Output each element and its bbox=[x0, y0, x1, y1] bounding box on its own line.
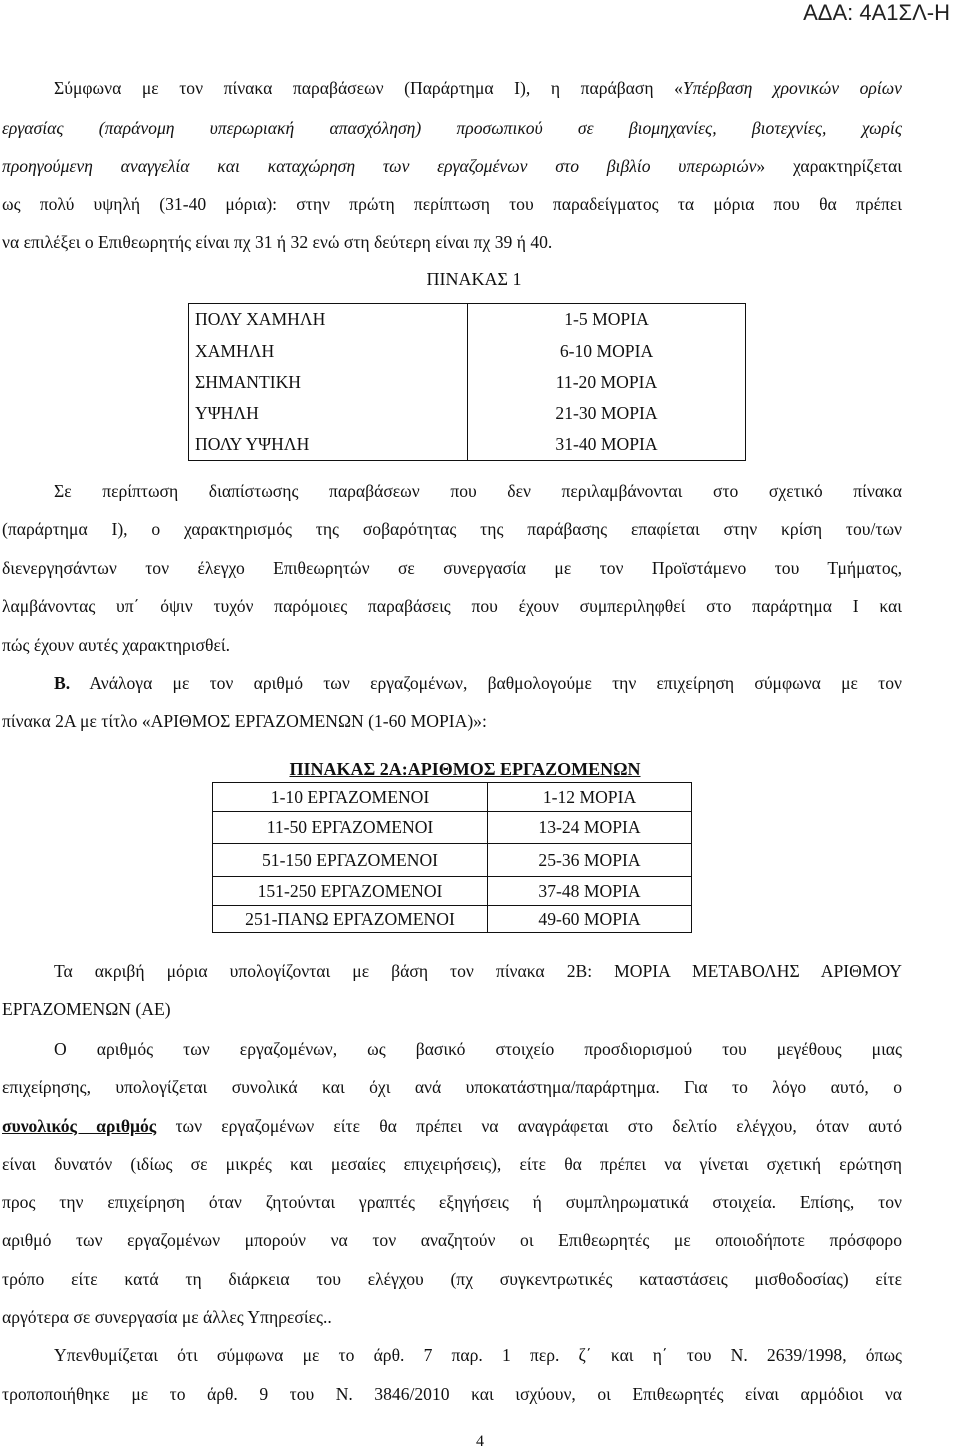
severity-table bbox=[188, 303, 746, 461]
document-code: ΑΔΑ: 4Α1ΣΛ-Η bbox=[803, 0, 950, 25]
text-line: τρόπο είτε κατά τη διάρκεια του ελέγχου (πχ συγκεντρωτικές καταστάσεις μισθοδοσίας) είτε bbox=[2, 1269, 902, 1289]
text-line: αργότερα σε συνεργασία με άλλες Υπηρεσίες.. bbox=[2, 1307, 332, 1327]
text-line: λαμβάνοντας υπ΄ όψιν τυχόν παρόμοιες παραβάσεις που έχουν συμπεριληφθεί στο παράρτημα Ι και bbox=[2, 596, 902, 616]
employees-cell: 1-10 ΕΡΓΑΖΟΜΕΝΟΙ bbox=[213, 783, 488, 812]
text-line: να επιλέξει ο Επιθεωρητής είναι πχ 31 ή 32 ενώ στη δεύτερη είναι πχ 39 ή 40. bbox=[2, 232, 553, 252]
text-line: πίνακα 2Α με τίτλο «ΑΡΙΘΜΟΣ ΕΡΓΑΖΟΜΕΝΩΝ (1-60 ΜΟΡΙΑ)»: bbox=[2, 711, 487, 731]
text-line: διενεργησάντων τον έλεγχο Επιθεωρητών σε συνεργασία με τον Προϊστάμενο του Τμήματος, bbox=[2, 558, 902, 578]
section-label: Β. bbox=[54, 673, 71, 693]
points-cell: 1-5 ΜΟΡΙΑ bbox=[468, 304, 746, 336]
text-line: ως πολύ υψηλή (31-40 μόρια): στην πρώτη περίπτωση του παραδείγματος τα μόρια που θα πρέπει bbox=[2, 194, 902, 214]
points-cell: 25-36 ΜΟΡΙΑ bbox=[488, 844, 692, 877]
text-line: τροποποιήθηκε με το άρθ. 9 του Ν. 3846/2010 και ισχύουν, οι Επιθεωρητές είναι αρμόδιοι να bbox=[2, 1384, 902, 1404]
points-cell: 31-40 ΜΟΡΙΑ bbox=[468, 429, 746, 461]
text-line: ΕΡΓΑΖΟΜΕΝΩΝ (ΑΕ) bbox=[2, 999, 171, 1019]
table-row bbox=[189, 304, 746, 336]
table-row bbox=[213, 877, 692, 906]
table1-title: ΠΙΝΑΚΑΣ 1 bbox=[426, 269, 522, 289]
text-line: Ο αριθμός των εργαζομένων, ως βασικό στοιχείο προσδιορισμού του μεγέθους μιας bbox=[54, 1039, 902, 1059]
table-row bbox=[213, 844, 692, 877]
severity-level-cell: ΠΟΛΥ ΥΨΗΛΗ bbox=[189, 429, 468, 461]
page-number: 4 bbox=[476, 1433, 484, 1450]
points-cell: 1-12 ΜΟΡΙΑ bbox=[488, 783, 692, 812]
severity-level-cell: ΣΗΜΑΝΤΙΚΗ bbox=[189, 367, 468, 398]
table-row bbox=[189, 398, 746, 429]
employees-cell: 11-50 ΕΡΓΑΖΟΜΕΝΟΙ bbox=[213, 812, 488, 844]
text-line: Σε περίπτωση διαπίστωσης παραβάσεων που δεν περιλαμβάνονται στο σχετικό πίνακα bbox=[54, 481, 902, 501]
table-row bbox=[213, 906, 692, 933]
text-line: Τα ακριβή μόρια υπολογίζονται με βάση τον πίνακα 2Β: ΜΟΡΙΑ ΜΕΤΑΒΟΛΗΣ ΑΡΙΘΜΟΥ bbox=[54, 961, 902, 981]
text-line: συνολικός αριθμός των εργαζομένων είτε θα πρέπει να αναγράφεται στο δελτίο ελέγχου, όταν αυτό bbox=[2, 1116, 902, 1136]
points-cell: 6-10 ΜΟΡΙΑ bbox=[468, 336, 746, 367]
table-row bbox=[189, 336, 746, 367]
severity-level-cell: ΧΑΜΗΛΗ bbox=[189, 336, 468, 367]
table2-title: ΠΙΝΑΚΑΣ 2Α:ΑΡΙΘΜΟΣ ΕΡΓΑΖΟΜΕΝΩΝ bbox=[289, 759, 641, 779]
table-row bbox=[213, 812, 692, 844]
text-line: αριθμό των εργαζομένων μπορούν να τον αναζητούν οι Επιθεωρητές με οποιοδήποτε πρόσφορο bbox=[2, 1230, 902, 1250]
emphasis-text: συνολικός αριθμός bbox=[2, 1116, 157, 1136]
points-cell: 21-30 ΜΟΡΙΑ bbox=[468, 398, 746, 429]
text-line: Β. Ανάλογα με τον αριθμό των εργαζομένων, βαθμολογούμε την επιχείρηση σύμφωνα με τον bbox=[54, 673, 902, 693]
text-line: (παράρτημα Ι), ο χαρακτηρισμός της σοβαρότητας της παράβασης επαφίεται στην κρίση του/των bbox=[2, 519, 902, 539]
points-cell: 13-24 ΜΟΡΙΑ bbox=[488, 812, 692, 844]
text-line: προς την επιχείρηση όταν ζητούνται γραπτές εξηγήσεις ή συμπληρωματικά στοιχεία. Επίσης, τον bbox=[2, 1192, 902, 1212]
text-line: πώς έχουν αυτές χαρακτηρισθεί. bbox=[2, 635, 230, 655]
employees-cell: 51-150 ΕΡΓΑΖΟΜΕΝΟΙ bbox=[213, 844, 488, 877]
severity-level-cell: ΠΟΛΥ ΧΑΜΗΛΗ bbox=[189, 304, 468, 336]
employees-cell: 151-250 ΕΡΓΑΖΟΜΕΝΟΙ bbox=[213, 877, 488, 906]
table-row bbox=[189, 429, 746, 461]
text-line: εργασίας (παράνομη υπερωριακή απασχόληση) προσωπικού σε βιομηχανίες, βιοτεχνίες, χωρίς bbox=[2, 118, 902, 138]
points-cell: 11-20 ΜΟΡΙΑ bbox=[468, 367, 746, 398]
text-line: επιχείρησης, υπολογίζεται συνολικά και όχι ανά υποκατάστημα/παράρτημα. Για το λόγο αυτό, ο bbox=[2, 1077, 902, 1097]
text-line: προηγούμενη αναγγελία και καταχώρηση των εργαζομένων στο βιβλίο υπερωριών» χαρακτηρίζεται bbox=[2, 156, 902, 176]
points-cell: 49-60 ΜΟΡΙΑ bbox=[488, 906, 692, 933]
table-row bbox=[189, 367, 746, 398]
employees-table bbox=[212, 782, 692, 933]
text-line: Υπενθυμίζεται ότι σύμφωνα με το άρθ. 7 παρ. 1 περ. ζ΄ και η΄ του Ν. 2639/1998, όπως bbox=[54, 1345, 902, 1365]
table-row bbox=[213, 783, 692, 812]
text-line: είναι δυνατόν (ιδίως σε μικρές και μεσαίες επιχειρήσεις), είτε θα πρέπει να γίνεται σχετική ερώτηση bbox=[2, 1154, 902, 1174]
points-cell: 37-48 ΜΟΡΙΑ bbox=[488, 877, 692, 906]
employees-cell: 251-ΠΑΝΩ ΕΡΓΑΖΟΜΕΝΟΙ bbox=[213, 906, 488, 933]
severity-level-cell: ΥΨΗΛΗ bbox=[189, 398, 468, 429]
text-line: Σύμφωνα με τον πίνακα παραβάσεων (Παράρτημα Ι), η παράβαση «Υπέρβαση χρονικών ορίων bbox=[54, 78, 902, 98]
